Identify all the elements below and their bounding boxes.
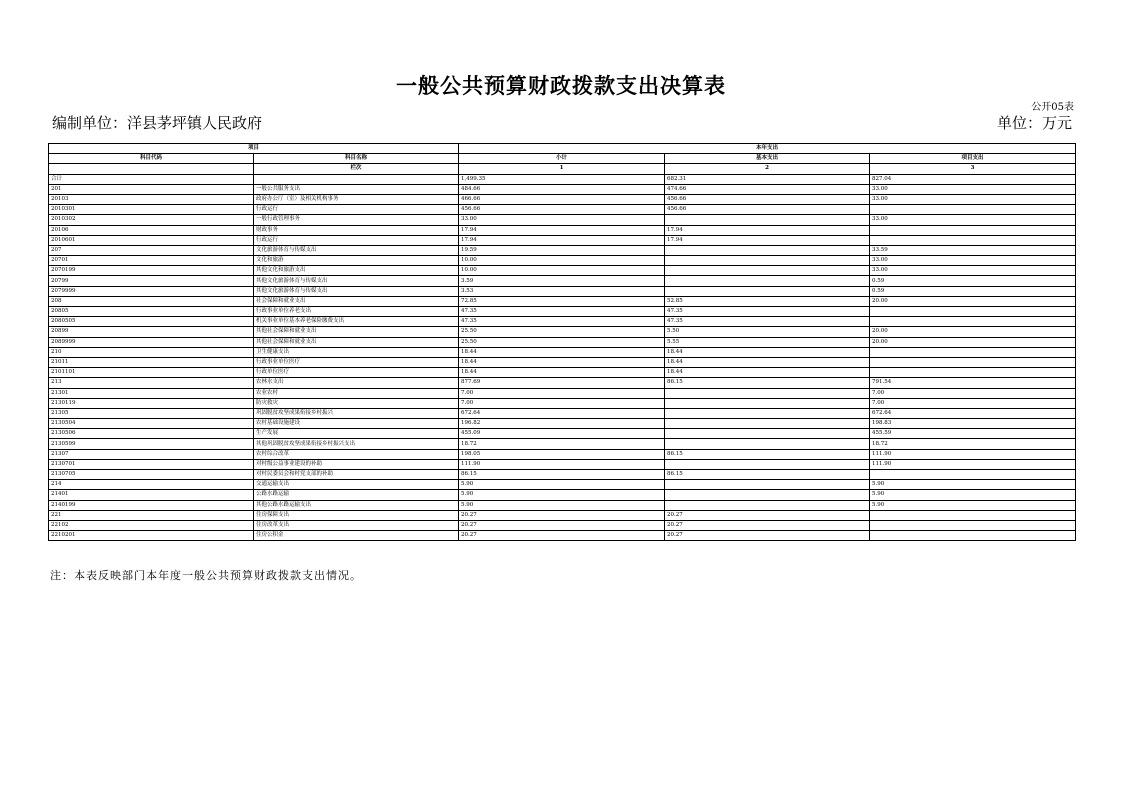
table-row (49, 205, 1076, 215)
table-row (49, 357, 1076, 367)
cell-total: 47.35 (459, 317, 665, 327)
cell-code: 2010302 (49, 215, 254, 225)
table-row (49, 276, 1076, 286)
cell-name: 住房保障支出 (254, 510, 459, 520)
cell-project (870, 225, 1076, 235)
cell-code: 213 (49, 378, 254, 388)
cell-basic: 474.66 (665, 184, 870, 194)
cell-code: 2130705 (49, 470, 254, 480)
cell-name: 其他公路水路运输支出 (254, 500, 459, 510)
table-row (49, 531, 1076, 541)
cell-basic: 5.55 (665, 337, 870, 347)
cell-code: 2210201 (49, 531, 254, 541)
cell-name: 对村民委员会和村党支部的补助 (254, 470, 459, 480)
table-row (49, 429, 1076, 439)
cell-name: 交通运输支出 (254, 480, 459, 490)
cell-basic (665, 419, 870, 429)
cell-basic (665, 480, 870, 490)
cell-total: 20.27 (459, 520, 665, 530)
cell-code: 2010601 (49, 235, 254, 245)
cell-total: 198.05 (459, 449, 665, 459)
cell-code: 2010301 (49, 205, 254, 215)
table-row (49, 398, 1076, 408)
cell-name: 住房公积金 (254, 531, 459, 541)
cell-project (870, 235, 1076, 245)
cell-basic: 682.31 (665, 174, 870, 184)
cell-name: 政府办公厅（室）及相关机构事务 (254, 194, 459, 204)
cell-name: 行政运行 (254, 235, 459, 245)
table-row (49, 408, 1076, 418)
cell-total: 5.90 (459, 500, 665, 510)
cell-code: 21011 (49, 357, 254, 367)
cell-basic (665, 439, 870, 449)
cell-basic: 86.15 (665, 449, 870, 459)
cell-code: 20103 (49, 194, 254, 204)
header-current-year: 本年支出 (459, 144, 1076, 154)
cell-project: 111.90 (870, 459, 1076, 469)
cell-name: 机关事业单位基本养老保险缴费支出 (254, 317, 459, 327)
cell-basic: 18.44 (665, 347, 870, 357)
expenditure-table (48, 143, 1076, 541)
cell-name: 社会保障和就业支出 (254, 296, 459, 306)
cell-basic: 17.94 (665, 225, 870, 235)
cell-basic (665, 398, 870, 408)
header-project: 项目支出 (870, 154, 1076, 164)
cell-basic: 456.66 (665, 205, 870, 215)
cell-project: 5.90 (870, 490, 1076, 500)
table-row (49, 337, 1076, 347)
cell-total: 5.90 (459, 480, 665, 490)
cell-total: 3.53 (459, 286, 665, 296)
table-row (49, 470, 1076, 480)
cell-project: 33.59 (870, 245, 1076, 255)
cell-project: 0.59 (870, 276, 1076, 286)
cell-basic (665, 215, 870, 225)
cell-code: 20106 (49, 225, 254, 235)
cell-code: 20899 (49, 327, 254, 337)
cell-total: 18.72 (459, 439, 665, 449)
cell-basic: 47.35 (665, 307, 870, 317)
unit-label: 单位：万元 (996, 114, 1072, 132)
cell-code: 21401 (49, 490, 254, 500)
cell-project: 7.00 (870, 398, 1076, 408)
header-code: 科目代码 (49, 154, 254, 164)
cell-project: 0.59 (870, 286, 1076, 296)
footnote: 注：本表反映部门本年度一般公共预算财政拨款支出情况。 (50, 569, 362, 582)
cell-project (870, 470, 1076, 480)
cell-project: 33.00 (870, 194, 1076, 204)
cell-name: 对村级公益事业建设的补助 (254, 459, 459, 469)
cell-project (870, 368, 1076, 378)
cell-project (870, 357, 1076, 367)
cell-project: 33.00 (870, 266, 1076, 276)
table-row (49, 296, 1076, 306)
cell-name: 公路水路运输 (254, 490, 459, 500)
cell-basic: 20.27 (665, 510, 870, 520)
cell-code: 2070199 (49, 266, 254, 276)
table-row (49, 490, 1076, 500)
cell-project: 455.59 (870, 429, 1076, 439)
cell-basic (665, 276, 870, 286)
cell-project: 33.00 (870, 184, 1076, 194)
cell-total: 25.50 (459, 327, 665, 337)
cell-code: 2101101 (49, 368, 254, 378)
cell-total: 3.59 (459, 276, 665, 286)
cell-total: 1,499.35 (459, 174, 665, 184)
cell-basic: 20.27 (665, 520, 870, 530)
table-row (49, 307, 1076, 317)
cell-name: 行政单位医疗 (254, 368, 459, 378)
cell-code: 20799 (49, 276, 254, 286)
cell-project: 20.00 (870, 296, 1076, 306)
cell-code: 208 (49, 296, 254, 306)
header-row-3 (49, 164, 1076, 174)
table-row (49, 245, 1076, 255)
cell-total: 111.90 (459, 459, 665, 469)
cell-basic: 17.94 (665, 235, 870, 245)
table-row (49, 520, 1076, 530)
cell-project: 5.90 (870, 500, 1076, 510)
cell-total: 19.59 (459, 245, 665, 255)
cell-name: 农业农村 (254, 388, 459, 398)
cell-code: 2130701 (49, 459, 254, 469)
cell-basic: 18.44 (665, 357, 870, 367)
cell-total: 5.90 (459, 490, 665, 500)
table-row (49, 174, 1076, 184)
cell-basic (665, 490, 870, 500)
cell-name: 行政事业单位医疗 (254, 357, 459, 367)
cell-basic (665, 266, 870, 276)
cell-code: 21301 (49, 388, 254, 398)
cell-code: 20701 (49, 256, 254, 266)
cell-name: 其他巩固脱贫攻坚成果衔接乡村振兴支出 (254, 439, 459, 449)
cell-code: 2089999 (49, 337, 254, 347)
cell-total: 25.50 (459, 337, 665, 347)
cell-code: 207 (49, 245, 254, 255)
cell-name: 生产发展 (254, 429, 459, 439)
header-col1: 1 (459, 164, 665, 174)
cell-total: 10.00 (459, 266, 665, 276)
cell-code: 20805 (49, 307, 254, 317)
cell-total: 456.66 (459, 205, 665, 215)
header-basic: 基本支出 (665, 154, 870, 164)
header-item: 项目 (49, 144, 459, 154)
cell-name: 文化和旅游 (254, 256, 459, 266)
header-row-1 (49, 144, 1076, 154)
cell-code: 221 (49, 510, 254, 520)
cell-code: 合计 (49, 174, 254, 184)
cell-project (870, 531, 1076, 541)
table-row (49, 286, 1076, 296)
cell-basic (665, 286, 870, 296)
cell-total: 484.66 (459, 184, 665, 194)
cell-total: 72.85 (459, 296, 665, 306)
cell-project: 33.00 (870, 256, 1076, 266)
cell-code: 2080505 (49, 317, 254, 327)
cell-project: 33.00 (870, 215, 1076, 225)
table-row (49, 449, 1076, 459)
cell-project (870, 347, 1076, 357)
cell-name: 农村基础设施建设 (254, 419, 459, 429)
cell-project: 672.64 (870, 408, 1076, 418)
cell-name: 其他文化旅游体育与传媒支出 (254, 276, 459, 286)
cell-total: 17.94 (459, 225, 665, 235)
cell-name: 行政运行 (254, 205, 459, 215)
cell-total: 17.94 (459, 235, 665, 245)
cell-name: 其他社会保障和就业支出 (254, 327, 459, 337)
cell-project (870, 205, 1076, 215)
table-row (49, 388, 1076, 398)
cell-basic: 5.50 (665, 327, 870, 337)
cell-project: 20.00 (870, 337, 1076, 347)
organization-label: 编制单位：洋县茅坪镇人民政府 (52, 114, 263, 132)
cell-project: 111.90 (870, 449, 1076, 459)
cell-project (870, 510, 1076, 520)
cell-total: 20.27 (459, 531, 665, 541)
cell-basic: 456.66 (665, 194, 870, 204)
cell-project: 198.83 (870, 419, 1076, 429)
cell-total: 20.27 (459, 510, 665, 520)
header-column-no: 栏次 (254, 164, 459, 174)
cell-basic (665, 408, 870, 418)
cell-total: 47.35 (459, 307, 665, 317)
cell-total: 18.44 (459, 357, 665, 367)
cell-code: 214 (49, 480, 254, 490)
table-row (49, 500, 1076, 510)
table-row (49, 439, 1076, 449)
cell-code: 21305 (49, 408, 254, 418)
cell-total: 455.09 (459, 429, 665, 439)
cell-code: 2130599 (49, 439, 254, 449)
table-row (49, 235, 1076, 245)
table-row (49, 510, 1076, 520)
cell-project: 20.00 (870, 327, 1076, 337)
cell-basic (665, 256, 870, 266)
cell-basic: 20.27 (665, 531, 870, 541)
cell-total: 7.00 (459, 398, 665, 408)
cell-project: 791.54 (870, 378, 1076, 388)
table-row (49, 317, 1076, 327)
cell-total: 196.82 (459, 419, 665, 429)
cell-name: 一般行政管理事务 (254, 215, 459, 225)
table-row (49, 378, 1076, 388)
cell-name: 文化旅游体育与传媒支出 (254, 245, 459, 255)
cell-total: 672.64 (459, 408, 665, 418)
header-col3: 3 (870, 164, 1076, 174)
cell-name: 一般公共服务支出 (254, 184, 459, 194)
cell-name: 其他文化旅游体育与传媒支出 (254, 286, 459, 296)
cell-name: 财政事务 (254, 225, 459, 235)
cell-name: 行政事业单位养老支出 (254, 307, 459, 317)
cell-code: 2140199 (49, 500, 254, 510)
cell-total: 86.15 (459, 470, 665, 480)
cell-total: 10.00 (459, 256, 665, 266)
table-row (49, 266, 1076, 276)
cell-name: 巩固脱贫攻坚成果衔接乡村振兴 (254, 408, 459, 418)
cell-name (254, 174, 459, 184)
cell-code: 210 (49, 347, 254, 357)
cell-basic: 47.35 (665, 317, 870, 327)
cell-basic (665, 500, 870, 510)
table-row (49, 184, 1076, 194)
cell-project: 18.72 (870, 439, 1076, 449)
cell-total: 33.00 (459, 215, 665, 225)
cell-name: 其他社会保障和就业支出 (254, 337, 459, 347)
cell-project (870, 317, 1076, 327)
cell-code: 22102 (49, 520, 254, 530)
cell-name: 住房改革支出 (254, 520, 459, 530)
cell-total: 18.44 (459, 368, 665, 378)
table-row (49, 480, 1076, 490)
cell-code: 21307 (49, 449, 254, 459)
cell-basic: 86.15 (665, 470, 870, 480)
cell-basic (665, 245, 870, 255)
cell-code: 2130504 (49, 419, 254, 429)
cell-code: 2079999 (49, 286, 254, 296)
cell-name: 农林水支出 (254, 378, 459, 388)
table-row (49, 368, 1076, 378)
cell-name: 防灾救灾 (254, 398, 459, 408)
cell-code: 2130119 (49, 398, 254, 408)
cell-total: 7.00 (459, 388, 665, 398)
form-number: 公开05表 (1031, 102, 1074, 113)
cell-project (870, 520, 1076, 530)
header-name: 科目名称 (254, 154, 459, 164)
cell-name: 农村综合改革 (254, 449, 459, 459)
table-row (49, 419, 1076, 429)
cell-basic (665, 388, 870, 398)
table-row (49, 347, 1076, 357)
cell-basic: 52.85 (665, 296, 870, 306)
cell-project: 5.90 (870, 480, 1076, 490)
table-row (49, 194, 1076, 204)
cell-total: 466.66 (459, 194, 665, 204)
cell-name: 其他文化和旅游支出 (254, 266, 459, 276)
cell-total: 877.69 (459, 378, 665, 388)
cell-project: 7.00 (870, 388, 1076, 398)
cell-project: 827.04 (870, 174, 1076, 184)
cell-total: 18.44 (459, 347, 665, 357)
cell-code: 2130506 (49, 429, 254, 439)
cell-basic: 86.15 (665, 378, 870, 388)
header-subtotal: 小计 (459, 154, 665, 164)
cell-basic: 18.44 (665, 368, 870, 378)
table-row (49, 215, 1076, 225)
cell-code: 201 (49, 184, 254, 194)
header-col2: 2 (665, 164, 870, 174)
table-row (49, 459, 1076, 469)
table-row (49, 225, 1076, 235)
table-row (49, 327, 1076, 337)
table-row (49, 256, 1076, 266)
header-row-2 (49, 154, 1076, 164)
cell-basic (665, 459, 870, 469)
cell-name: 卫生健康支出 (254, 347, 459, 357)
cell-basic (665, 429, 870, 439)
page-title: 一般公共预算财政拨款支出决算表 (396, 73, 726, 98)
cell-project (870, 307, 1076, 317)
